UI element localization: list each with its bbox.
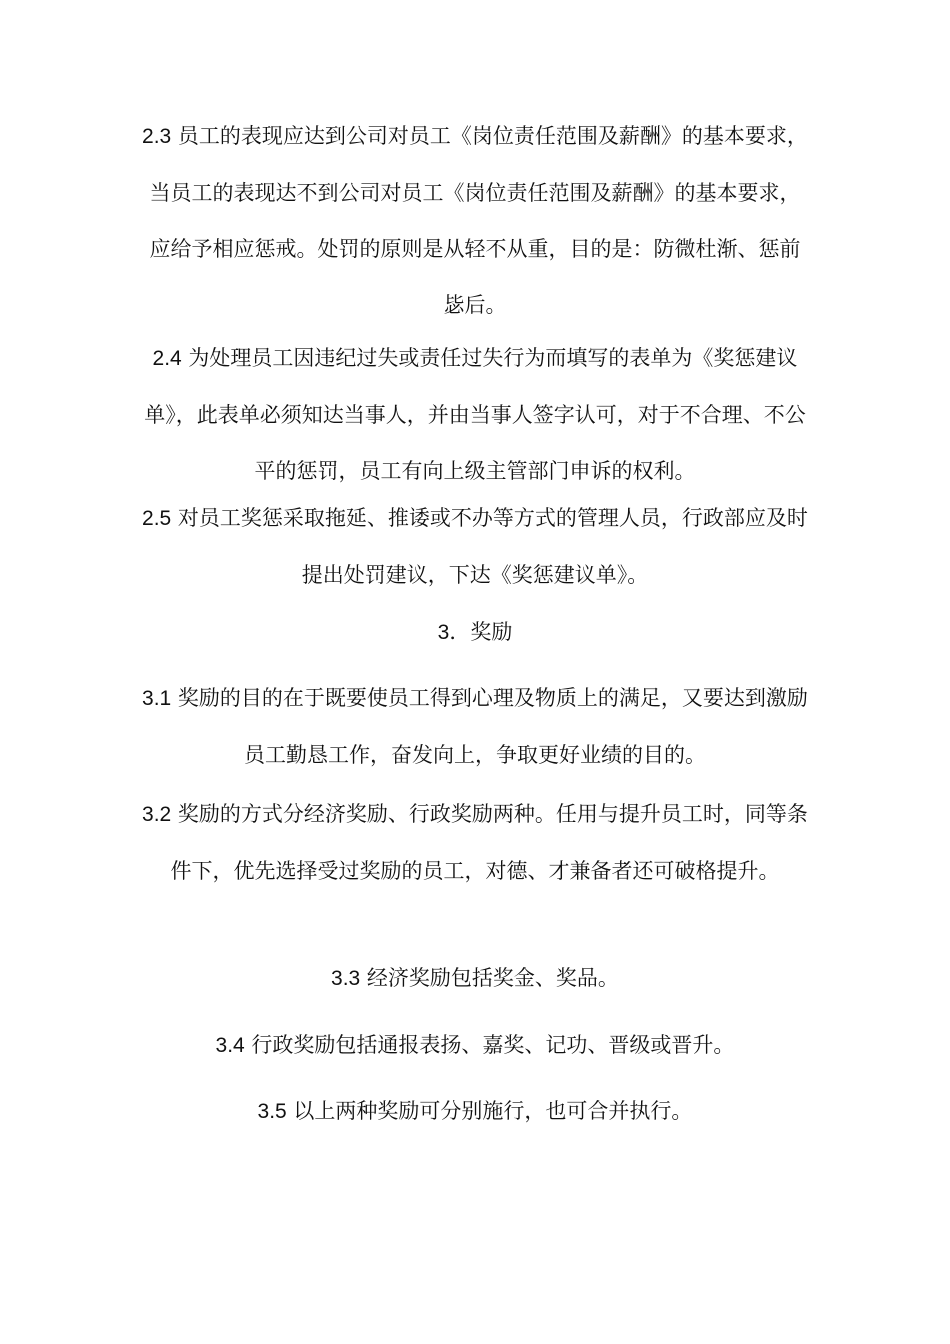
section-number: 3.2 (142, 803, 172, 826)
section-number: 2.4 (152, 347, 182, 370)
paragraph-text: 以上两种奖励可分别施行，也可合并执行。 (286, 1099, 693, 1123)
paragraph-text: 奖励的方式分经济奖励、行政奖励两种。任用与提升员工时，同等条件下，优先选择受过奖励的员工，对德、才兼备者还可破格提升。 (170, 802, 808, 883)
paragraph-3-3 (140, 950, 810, 1007)
paragraph-3-2 (140, 786, 810, 899)
paragraph-2-4 (140, 330, 810, 499)
paragraph-text: 员工的表现应达到公司对员工《岗位责任范围及薪酬》的基本要求，当员工的表现达不到公司对员工《岗位责任范围及薪酬》的基本要求，应给予相应惩戒。处罚的原则是从轻不从重，目的是：防微杜渐、惩前毖后。 (149, 124, 808, 317)
section-heading-3 (140, 604, 810, 661)
paragraph-3-4 (140, 1017, 810, 1074)
paragraph-text: 行政奖励包括通报表扬、嘉奖、记功、晋级或晋升。 (244, 1033, 735, 1057)
paragraph-3-5 (140, 1083, 810, 1140)
paragraph-text: 奖励的目的在于既要使员工得到心理及物质上的满足，又要达到激励员工勤恳工作，奋发向上，争取更好业绩的目的。 (171, 686, 808, 767)
section-number: 3.1 (142, 687, 172, 710)
paragraph-text: 对员工奖惩采取拖延、推诿或不办等方式的管理人员，行政部应及时提出处罚建议，下达《奖惩建议单》。 (171, 506, 808, 587)
section-number: 2.3 (142, 125, 172, 148)
paragraph-3-1 (140, 670, 810, 783)
section-number: 3.3 (331, 967, 361, 990)
paragraph-2-5 (140, 490, 810, 603)
section-number: 2.5 (142, 507, 172, 530)
paragraph-2-3 (140, 108, 810, 333)
heading-text: ．奖励 (449, 620, 513, 644)
section-number: 3.4 (215, 1034, 245, 1057)
paragraph-text: 为处理员工因违纪过失或责任过失行为而填写的表单为《奖惩建议单》，此表单必须知达当事人，并由当事人签字认可，对于不合理、不公平的惩罚，员工有向上级主管部门申诉的权利。 (144, 346, 806, 483)
paragraph-text: 经济奖励包括奖金、奖品。 (360, 966, 619, 990)
section-number: 3 (437, 621, 450, 644)
section-number: 3.5 (257, 1100, 287, 1123)
